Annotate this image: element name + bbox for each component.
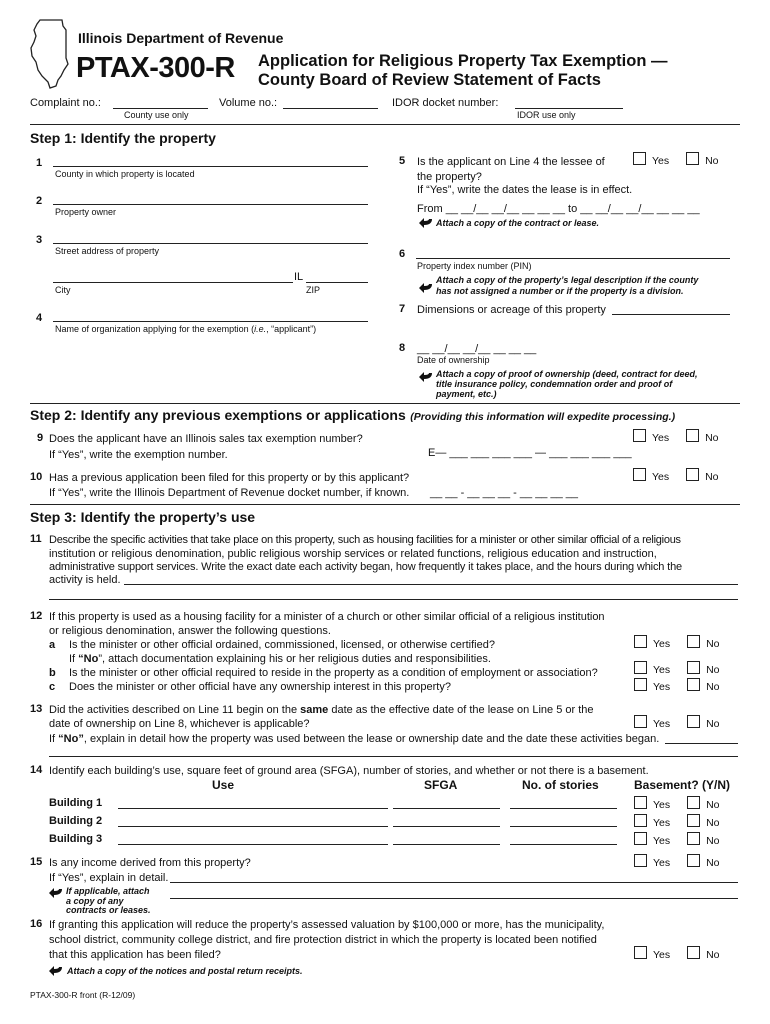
attach-arrow-icon [419, 282, 433, 294]
attach-arrow-icon [49, 965, 63, 977]
q11-line3: administrative support services. Write the exact date each activity began, how frequently it takes place, and the hours during which the [49, 561, 683, 573]
form-footer: PTAX-300-R front (R-12/09) [30, 990, 136, 1000]
q9-yes-checkbox[interactable] [633, 429, 646, 442]
building-1-yes-checkbox[interactable] [634, 796, 647, 809]
agency-name: Illinois Department of Revenue [78, 30, 284, 46]
q11-line1: Describe the specific activities that take place on this property, such as housing facilities for a minister or other similar official of a religious [49, 534, 681, 546]
step2-divider [30, 504, 740, 505]
attach-income-note-b: a copy of any [66, 896, 124, 906]
activities-field-2[interactable] [49, 599, 738, 600]
activities-field-1[interactable] [124, 584, 738, 585]
q12c-no-checkbox[interactable] [687, 678, 700, 691]
q12a-letter: a [49, 639, 56, 651]
building-1-no-checkbox[interactable] [687, 796, 700, 809]
q13-explain-field-2[interactable] [49, 756, 738, 757]
line1-number: 1 [36, 157, 43, 169]
attach-income-note-a: If applicable, attach [66, 886, 150, 896]
building-3-use-field[interactable] [118, 844, 388, 845]
q12-line1: If this property is used as a housing facility for a minister of a church or other similar official of a religious institution [49, 611, 605, 623]
q12b-letter: b [49, 667, 56, 679]
line16-number: 16 [30, 918, 43, 930]
county-caption: County in which property is located [55, 169, 195, 179]
q9-yes-no [633, 429, 719, 444]
q12c-letter: c [49, 681, 56, 693]
header-divider [30, 124, 740, 125]
idor-use-caption: IDOR use only [517, 110, 576, 120]
step3-title: Step 3: Identify the property’s use [30, 509, 256, 525]
q16-no-checkbox[interactable] [687, 946, 700, 959]
no-label: No [706, 799, 720, 811]
step2-title: Step 2: Identify any previous exemptions or applications [30, 407, 406, 423]
no-label: No [705, 471, 719, 483]
step1-divider [30, 403, 740, 404]
yes-label: Yes [653, 817, 671, 829]
building-3-no-checkbox[interactable] [687, 832, 700, 845]
q12a-no-checkbox[interactable] [687, 635, 700, 648]
attach-arrow-icon [49, 887, 63, 899]
q12b-yes-no [634, 661, 720, 676]
q11-line4: activity is held. [49, 574, 121, 586]
line11-number: 11 [30, 533, 42, 545]
building-1-sfga-field[interactable] [393, 808, 500, 809]
q12b-yes-checkbox[interactable] [634, 661, 647, 674]
attach-arrow-icon [419, 371, 433, 383]
q13-explain-field-1[interactable] [665, 743, 738, 744]
income-explain-field-1[interactable] [170, 882, 738, 883]
q12a-yes-no [634, 635, 720, 650]
attach-legal-note-a: Attach a copy of the property’s legal description if the county [436, 275, 699, 285]
line14-number: 14 [30, 764, 43, 776]
q9-text: Does the applicant have an Illinois sales tax exemption number? [49, 433, 363, 445]
q13-no-checkbox[interactable] [687, 715, 700, 728]
q7-text: Dimensions or acreage of this property [417, 304, 606, 316]
q16-line3: that this application has been filed? [49, 949, 221, 961]
yes-label: Yes [653, 857, 671, 869]
q10-yes-checkbox[interactable] [633, 468, 646, 481]
q5-text-a: Is the applicant on Line 4 the lessee of [417, 156, 605, 168]
q15-text-b: If “Yes”, explain in detail. [49, 872, 169, 884]
property-owner-field[interactable] [53, 204, 368, 205]
zip-caption: ZIP [306, 285, 321, 295]
q12b-text: Is the minister or other official required to reside in the property as a condition of employment or association? [69, 667, 598, 679]
q5-no-checkbox[interactable] [686, 152, 699, 165]
q16-line2: school district, community college district, and fire protection district in which the property is located been notified [49, 934, 597, 946]
step1-title: Step 1: Identify the property [30, 130, 216, 146]
pin-caption: Property index number (PIN) [417, 261, 532, 271]
q5-yes-checkbox[interactable] [633, 152, 646, 165]
building-2-basement [634, 814, 720, 829]
attach-arrow-icon [419, 217, 433, 229]
attach-proof-note-c: payment, etc.) [436, 389, 497, 399]
q16-line1: If granting this application will reduce the property’s assessed valuation by $100,000 or more, has the municipality, [49, 919, 605, 931]
street-address-field[interactable] [53, 243, 368, 244]
line4-number: 4 [36, 312, 43, 324]
yes-label: Yes [653, 718, 671, 730]
line5-number: 5 [399, 155, 406, 167]
q12c-yes-checkbox[interactable] [634, 678, 647, 691]
building-1-stories-field[interactable] [510, 808, 617, 809]
attach-proof-note-a: Attach a copy of proof of ownership (deed, contract for deed, [436, 369, 698, 379]
exemption-number-field[interactable]: E— ___ ___ ___ ___ — ___ ___ ___ ___ [428, 447, 632, 459]
no-label: No [705, 155, 719, 167]
q9-text-b: If “Yes”, write the exemption number. [49, 449, 228, 461]
building-1-label: Building 1 [49, 797, 103, 809]
q5-yes-no [633, 152, 719, 167]
no-label: No [706, 817, 720, 829]
q12a-if-no: If “No”, attach documentation explaining his or her religious duties and responsibilities. [69, 653, 491, 665]
q16-yes-no [634, 946, 720, 961]
q12c-text: Does the minister or other official have any ownership interest in this property? [69, 681, 451, 693]
yes-label: Yes [653, 638, 671, 650]
yes-label: Yes [653, 681, 671, 693]
q10-yes-no [633, 468, 719, 483]
q12a-text: Is the minister or other official ordained, commissioned, licensed, or otherwise certified? [69, 639, 495, 651]
applicant-name-field[interactable] [53, 321, 368, 322]
q16-yes-checkbox[interactable] [634, 946, 647, 959]
idor-docket-label: IDOR docket number: [392, 97, 499, 109]
building-3-stories-field[interactable] [510, 844, 617, 845]
q10-no-checkbox[interactable] [686, 468, 699, 481]
col-stories-header: No. of stories [522, 778, 599, 792]
q10-text: Has a previous application been filed for this property or by this applicant? [49, 472, 410, 484]
q12-line2: or religious denomination, answer the following questions. [49, 625, 331, 637]
q10-text-b: If “Yes”, write the Illinois Department of Revenue docket number, if known. [49, 487, 410, 499]
line2-number: 2 [36, 195, 43, 207]
no-label: No [706, 857, 720, 869]
income-explain-field-2[interactable] [170, 898, 738, 899]
city-caption: City [55, 285, 71, 295]
complaint-label: Complaint no.: [30, 97, 101, 109]
q12c-yes-no [634, 678, 720, 693]
no-label: No [706, 949, 720, 961]
q13-line2: date of ownership on Line 8, whichever is applicable? [49, 718, 310, 730]
street-address-caption: Street address of property [55, 246, 160, 256]
illinois-state-outline-icon [28, 18, 72, 90]
lease-dates-field[interactable]: From __ __/__ __/__ __ __ __ to __ __/__ __/__ __ __ __ [417, 203, 700, 215]
attach-legal-note-b: has not assigned a number or if the property is a division. [436, 286, 684, 296]
attach-income-note-c: contracts or leases. [66, 905, 151, 915]
volume-field[interactable] [283, 108, 378, 109]
line3-number: 3 [36, 234, 43, 246]
yes-label: Yes [652, 471, 670, 483]
no-label: No [706, 681, 720, 693]
state-il: IL [294, 271, 304, 283]
complaint-field[interactable] [113, 108, 208, 109]
volume-label: Volume no.: [219, 97, 278, 109]
yes-label: Yes [653, 799, 671, 811]
step2-note: (Providing this information will expedite processing.) [410, 411, 676, 423]
building-1-use-field[interactable] [118, 808, 388, 809]
building-3-label: Building 3 [49, 833, 103, 845]
attach-proof-note-b: title insurance policy, condemnation order and proof of [436, 379, 673, 389]
building-3-yes-checkbox[interactable] [634, 832, 647, 845]
q5-text-b: the property? [417, 171, 482, 183]
property-owner-caption: Property owner [55, 207, 117, 217]
yes-label: Yes [653, 949, 671, 961]
q13-line3: If “No”, explain in detail how the property was used between the lease or ownership date and the date these activities began. [49, 733, 660, 745]
q15-no-checkbox[interactable] [687, 854, 700, 867]
line12-number: 12 [30, 610, 43, 622]
q13-yes-checkbox[interactable] [634, 715, 647, 728]
q13-line1: Did the activities described on Line 11 begin on the same date as the effective date of the lease on Line 5 or the [49, 704, 594, 716]
building-2-stories-field[interactable] [510, 826, 617, 827]
no-label: No [706, 718, 720, 730]
no-label: No [706, 638, 720, 650]
building-3-basement [634, 832, 720, 847]
form-title-line1: Application for Religious Property Tax Exemption — [258, 52, 668, 70]
line7-number: 7 [399, 303, 406, 315]
yes-label: Yes [653, 664, 671, 676]
building-1-basement [634, 796, 720, 811]
yes-label: Yes [652, 155, 670, 167]
col-basement-header: Basement? (Y/N) [634, 778, 731, 792]
county-field[interactable] [53, 166, 368, 167]
ownership-date-caption: Date of ownership [417, 355, 490, 365]
zip-field[interactable] [306, 282, 368, 283]
line8-number: 8 [399, 342, 406, 354]
col-use-header: Use [212, 778, 235, 792]
q5-text-c: If “Yes”, write the dates the lease is in effect. [417, 184, 633, 196]
county-use-caption: County use only [124, 110, 189, 120]
yes-label: Yes [653, 835, 671, 847]
dimensions-field[interactable] [612, 314, 730, 315]
building-2-label: Building 2 [49, 815, 103, 827]
building-3-sfga-field[interactable] [393, 844, 500, 845]
no-label: No [706, 835, 720, 847]
line15-number: 15 [30, 856, 43, 868]
col-sfga-header: SFGA [424, 778, 458, 792]
line13-number: 13 [30, 703, 43, 715]
q15-yes-no [634, 854, 720, 869]
line10-number: 10 [30, 471, 43, 483]
form-title-line2: County Board of Review Statement of Facts [258, 71, 601, 89]
ownership-date-field[interactable]: __ __/__ __/__ __ __ __ [417, 343, 537, 355]
q13-yes-no [634, 715, 720, 730]
q15-yes-checkbox[interactable] [634, 854, 647, 867]
q9-no-checkbox[interactable] [686, 429, 699, 442]
attach-notices-note: Attach a copy of the notices and postal return receipts. [67, 966, 303, 976]
q11-line2: institution or religious denomination, public religious worship services or related functions, religious education and instruction, [49, 548, 657, 560]
pin-field[interactable] [416, 258, 730, 259]
applicant-caption: Name of organization applying for the exemption (i.e., “applicant”) [55, 324, 317, 334]
line6-number: 6 [399, 248, 406, 260]
building-2-no-checkbox[interactable] [687, 814, 700, 827]
attach-lease-note: Attach a copy of the contract or lease. [436, 218, 600, 228]
q12a-yes-checkbox[interactable] [634, 635, 647, 648]
q14-text: Identify each building’s use, square feet of ground area (SFGA), number of stories, and whether or not there is a basement. [49, 765, 649, 777]
building-2-use-field[interactable] [118, 826, 388, 827]
q12b-no-checkbox[interactable] [687, 661, 700, 674]
docket-number-field[interactable]: __ __ - __ __ __ - __ __ __ __ [430, 487, 579, 499]
step2-title-row [30, 407, 675, 425]
q15-text: Is any income derived from this property? [49, 857, 251, 869]
yes-label: Yes [652, 432, 670, 444]
city-field[interactable] [53, 282, 293, 283]
form-id: PTAX-300-R [76, 52, 235, 84]
no-label: No [706, 664, 720, 676]
no-label: No [705, 432, 719, 444]
line9-number: 9 [37, 432, 44, 444]
building-2-sfga-field[interactable] [393, 826, 500, 827]
building-2-yes-checkbox[interactable] [634, 814, 647, 827]
idor-docket-field[interactable] [515, 108, 623, 109]
